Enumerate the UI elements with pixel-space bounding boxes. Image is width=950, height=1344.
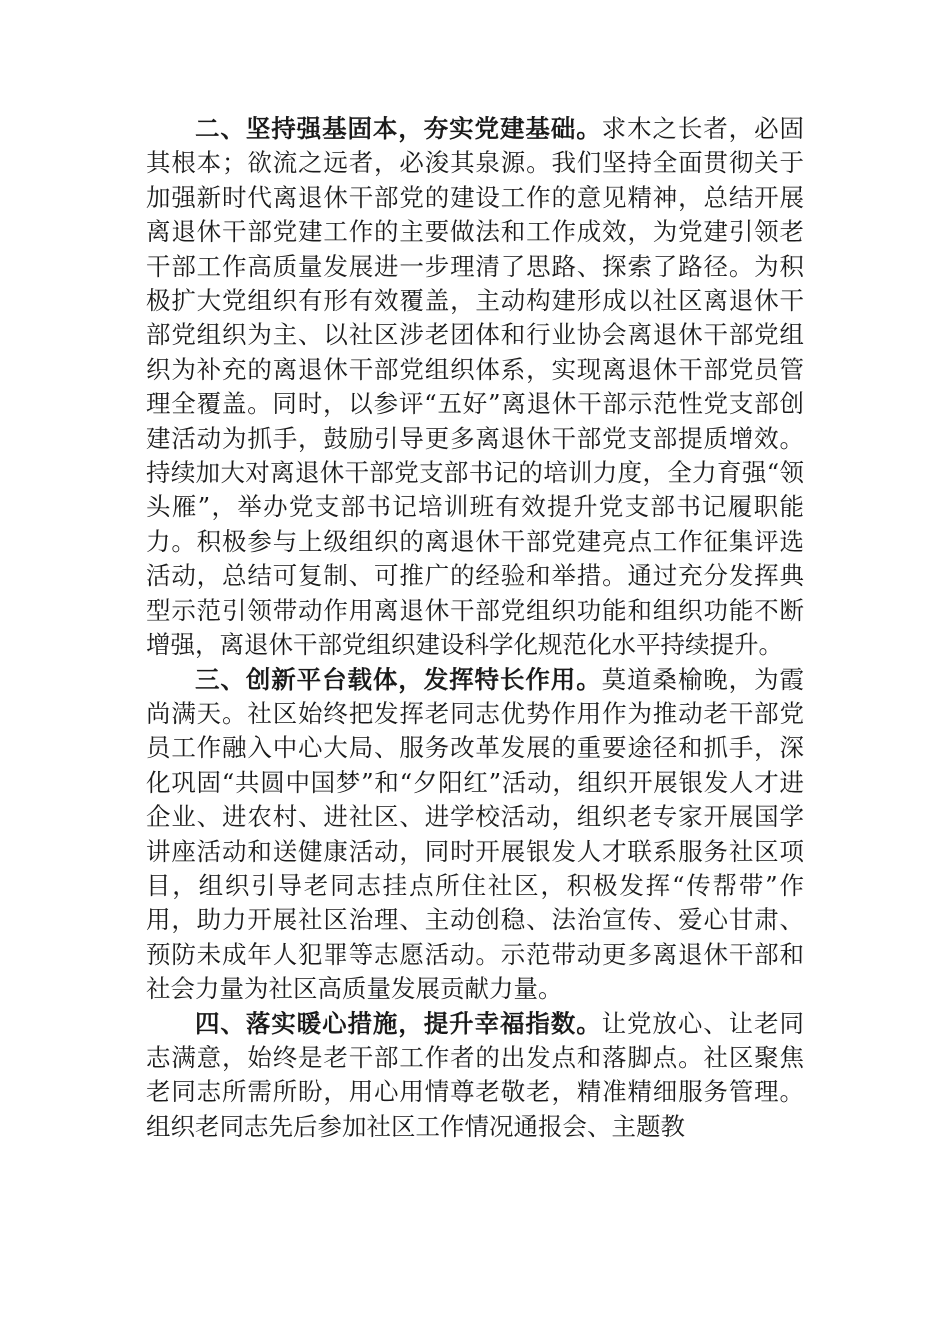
paragraph-heading: 四、落实暖心措施，提升幸福指数。 [195, 1008, 602, 1038]
paragraph-2 [146, 112, 804, 663]
paragraph-body: 莫道桑榆晚，为霞尚满天。社区始终把发挥老同志优势作用作为推动老干部党员工作融入中心大局、服务改革发展的重要途径和抓手，深化巩固“共圆中国梦”和“夕阳红”活动，组织开展银发人才进企业、进农村、进社区、进学校活动，组织老专家开展国学讲座活动和送健康活动，同时开展银发人才联系服务社区项目，组织引导老同志挂点所住社区，积极发挥“传帮带”作用，助力开展社区治理、主动创稳、法治宣传、爱心甘肃、预防未成年人犯罪等志愿活动。示范带动更多离退休干部和社会力量为社区高质量发展贡献力量。 [146, 664, 804, 1004]
paragraph-3 [146, 663, 804, 1007]
paragraph-body: 求木之长者，必固其根本；欲流之远者，必浚其泉源。我们坚持全面贯彻关于加强新时代离退休干部党的建设工作的意见精神，总结开展离退休干部党建工作的主要做法和工作成效，为党建引领老干部工作高质量发展进一步理清了思路、探索了路径。为积极扩大党组织有形有效覆盖，主动构建形成以社区离退休干部党组织为主、以社区涉老团体和行业协会离退休干部党组织为补充的离退休干部党组织体系，实现离退休干部党员管理全覆盖。同时，以参评“五好”离退休干部示范性党支部创建活动为抓手，鼓励引导更多离退休干部党支部提质增效。持续加大对离退休干部党支部书记的培训力度，全力育强“领头雁”，举办党支部书记培训班有效提升党支部书记履职能力。积极参与上级组织的离退休干部党建亮点工作征集评选活动，总结可复制、可推广的经验和举措。通过充分发挥典型示范引领带动作用离退休干部党组织功能和组织功能不断增强，离退休干部党组织建设科学化规范化水平持续提升。 [146, 114, 804, 660]
document-page [146, 112, 804, 1144]
paragraph-heading: 二、坚持强基固本，夯实党建基础。 [195, 114, 602, 143]
paragraph-4 [146, 1007, 804, 1145]
paragraph-heading: 三、创新平台载体，发挥特长作用。 [195, 664, 602, 694]
paragraph-body: 让党放心、让老同志满意，始终是老干部工作者的出发点和落脚点。社区聚焦老同志所需所盼，用心用情尊老敬老，精准精细服务管理。组织老同志先后参加社区工作情况通报会、主题教 [146, 1008, 804, 1141]
